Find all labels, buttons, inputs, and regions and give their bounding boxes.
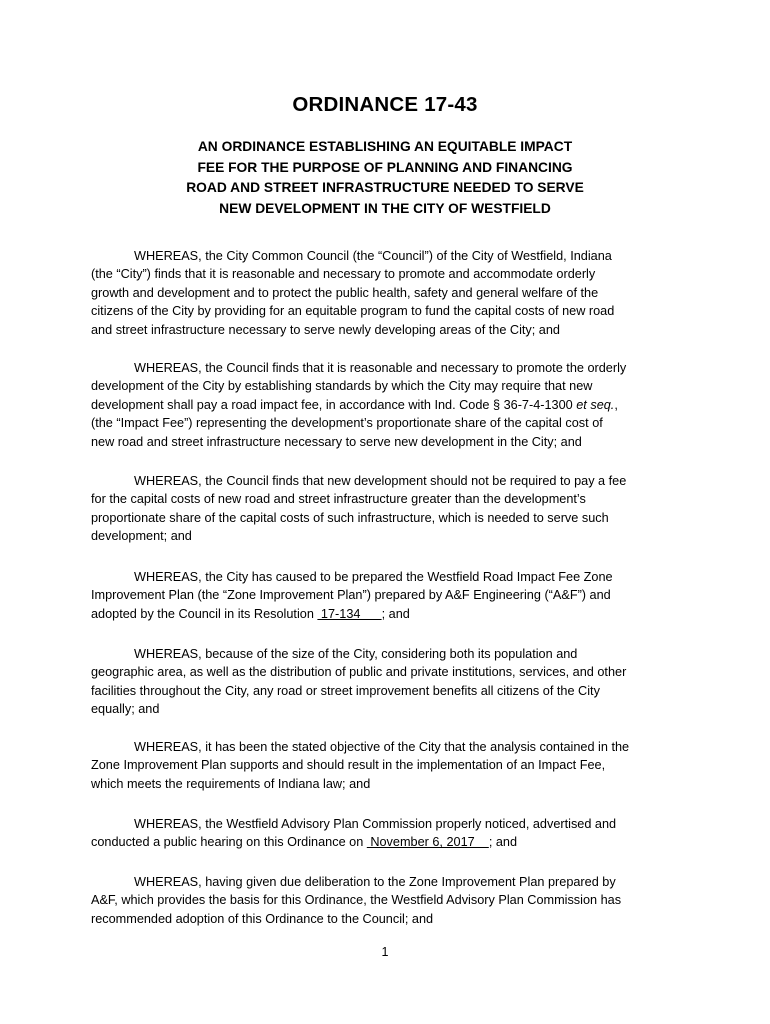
text-line: Improvement Plan (the “Zone Improvement Plan”) prepared by A&F Engineering (“A&F”) and: [91, 588, 611, 603]
text-line: for the capital costs of new road and street infrastructure greater than the development’s: [91, 492, 586, 507]
text-segment: ; and: [381, 606, 410, 621]
text-line: [91, 396, 691, 414]
whereas-paragraph-1: [91, 247, 691, 339]
ordinance-subtitle: [140, 137, 630, 219]
et-seq-italic: et seq.: [576, 397, 615, 412]
text-line: WHEREAS, it has been the stated objective of the City that the analysis contained in the: [134, 740, 630, 754]
whereas-paragraph-7: [91, 815, 691, 852]
whereas-paragraph-8: [91, 873, 691, 928]
text-line: development of the City by establishing standards by which the City may require that new: [91, 379, 593, 394]
text-line: facilities throughout the City, any road or street improvement benefits all citizens of the City: [91, 683, 600, 698]
text-line: WHEREAS, the City Common Council (the “Council”) of the City of Westfield, Indiana: [134, 249, 612, 263]
subtitle-line: ROAD AND STREET INFRASTRUCTURE NEEDED TO SERVE: [186, 180, 584, 196]
text-line: WHEREAS, the City has caused to be prepared the Westfield Road Impact Fee Zone: [134, 570, 613, 584]
subtitle-line: AN ORDINANCE ESTABLISHING AN EQUITABLE IMPACT: [197, 139, 573, 154]
text-line: WHEREAS, the Council finds that it is reasonable and necessary to promote the orderly: [134, 361, 627, 375]
resolution-number-field: 17-134: [317, 606, 382, 621]
text-line: geographic area, as well as the distribution of public and private institutions, services, and other: [91, 665, 627, 680]
ordinance-title: ORDINANCE 17-43: [292, 93, 478, 116]
text-segment: adopted by the Council in its Resolution: [91, 606, 318, 621]
text-segment: development shall pay a road impact fee, in accordance with Ind. Code § 36-7-4-1300: [91, 397, 577, 412]
text-line: citizens of the City by providing for an equitable program to fund the capital costs of new road: [91, 304, 615, 319]
text-line: WHEREAS, the Council finds that new development should not be required to pay a fee: [134, 474, 627, 488]
whereas-paragraph-6: [91, 738, 691, 793]
text-line: (the “City”) finds that it is reasonable and necessary to promote and accommodate orderly: [91, 267, 596, 282]
text-line: new road and street infrastructure necessary to serve new development in the City; and: [91, 434, 582, 449]
text-segment: conducted a public hearing on this Ordinance on: [91, 835, 367, 850]
text-line: which meets the requirements of Indiana law; and: [91, 776, 371, 791]
text-line: WHEREAS, because of the size of the City, considering both its population and: [134, 647, 578, 661]
text-line: Zone Improvement Plan supports and should result in the implementation of an Impact Fee,: [91, 758, 606, 773]
text-line: WHEREAS, having given due deliberation to the Zone Improvement Plan prepared by: [134, 875, 616, 889]
text-segment: ; and: [488, 835, 518, 850]
text-line: proportionate share of the capital costs of such infrastructure, which is needed to serve such: [91, 510, 609, 525]
whereas-paragraph-5: [91, 645, 691, 719]
text-line: (the “Impact Fee”) representing the development’s proportionate share of the capital cost of: [91, 416, 603, 431]
whereas-paragraph-3: [91, 472, 691, 546]
subtitle-line: FEE FOR THE PURPOSE OF PLANNING AND FINANCING: [197, 159, 573, 175]
text-segment: ,: [614, 397, 618, 412]
text-line: equally; and: [91, 702, 160, 717]
text-line: A&F, which provides the basis for this Ordinance, the Westfield Advisory Plan Commission has: [91, 893, 622, 908]
whereas-paragraph-4: [91, 568, 691, 623]
text-line: recommended adoption of this Ordinance to the Council; and: [91, 911, 434, 926]
whereas-paragraph-2: [91, 359, 691, 451]
text-line: WHEREAS, the Westfield Advisory Plan Commission properly noticed, advertised and: [134, 817, 617, 831]
text-line: [91, 605, 691, 623]
text-line: and street infrastructure necessary to serve newly developing areas of the City; and: [91, 322, 560, 337]
hearing-date-field: November 6, 2017: [366, 835, 489, 850]
text-line: development; and: [91, 529, 192, 544]
subtitle-line: NEW DEVELOPMENT IN THE CITY OF WESTFIELD: [219, 200, 551, 216]
page-number: 1: [381, 945, 389, 959]
text-line: growth and development and to protect the public health, safety and general welfare of the: [91, 285, 599, 300]
text-line: [91, 833, 691, 851]
